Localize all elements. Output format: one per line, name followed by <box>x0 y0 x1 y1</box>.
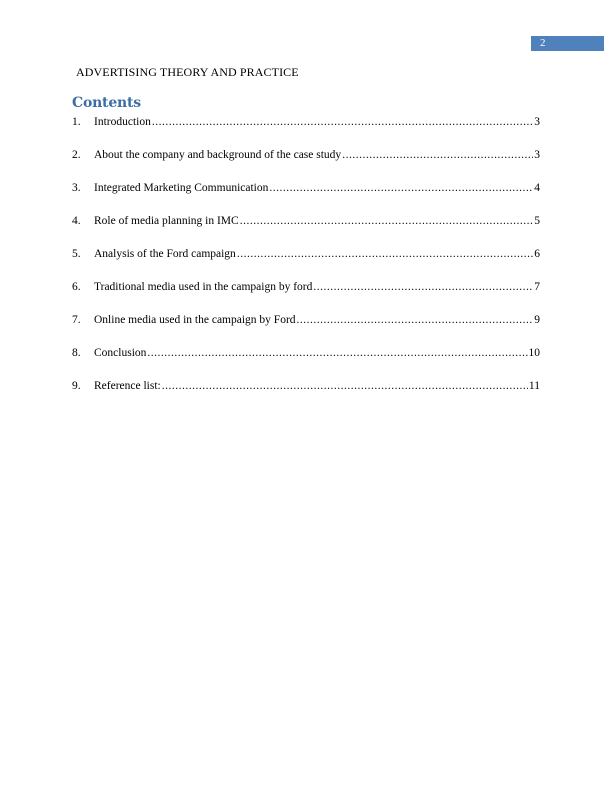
dot-leader <box>342 147 533 163</box>
toc-entry-title: Role of media planning in IMC <box>94 215 239 227</box>
dot-leader <box>269 180 533 196</box>
toc-entry-page: 11 <box>528 380 540 392</box>
toc-entry-number: 6. <box>72 281 81 293</box>
toc-entry-title: Traditional media used in the campaign by ford <box>94 281 313 293</box>
toc-heading: Contents <box>72 95 141 111</box>
toc-entry-page: 6 <box>534 248 540 260</box>
toc-entry-page: 10 <box>528 347 540 359</box>
page-number-bar <box>531 36 604 51</box>
toc-entry-title: Reference list: <box>94 380 161 392</box>
toc-entry-title: Conclusion <box>94 347 147 359</box>
page-number: 2 <box>540 37 546 49</box>
toc-entry-number: 9. <box>72 380 81 392</box>
toc-entry-introduction[interactable] <box>72 114 540 130</box>
toc-entry-imc[interactable] <box>72 180 540 196</box>
running-head: ADVERTISING THEORY AND PRACTICE <box>76 65 299 79</box>
toc-entry-page: 7 <box>534 281 540 293</box>
toc-entry-traditional-media[interactable] <box>72 279 540 295</box>
dot-leader <box>297 312 534 328</box>
toc-entry-page: 3 <box>534 116 540 128</box>
toc-entry-reference-list[interactable] <box>72 378 540 394</box>
toc-entry-number: 4. <box>72 215 81 227</box>
dot-leader <box>147 345 527 361</box>
toc-entry-company-background[interactable] <box>72 147 540 163</box>
toc-entry-page: 9 <box>534 314 540 326</box>
dot-leader <box>152 114 533 130</box>
toc-entry-page: 5 <box>534 215 540 227</box>
dot-leader <box>162 378 528 394</box>
toc-entry-number: 5. <box>72 248 81 260</box>
dot-leader <box>313 279 533 295</box>
toc-entry-online-media[interactable] <box>72 312 540 328</box>
toc-entry-number: 7. <box>72 314 81 326</box>
toc-entry-number: 3. <box>72 182 81 194</box>
dot-leader <box>237 246 533 262</box>
toc-entry-page: 4 <box>534 182 540 194</box>
dot-leader <box>240 213 534 229</box>
toc-entry-page: 3 <box>534 149 540 161</box>
toc-entry-number: 8. <box>72 347 81 359</box>
toc-entry-number: 1. <box>72 116 81 128</box>
toc-entry-title: Online media used in the campaign by Ford <box>94 314 296 326</box>
toc-entry-title: Introduction <box>94 116 151 128</box>
toc-entry-title: Analysis of the Ford campaign <box>94 248 236 260</box>
toc-entry-title: About the company and background of the case study <box>94 149 342 161</box>
toc-entry-number: 2. <box>72 149 81 161</box>
toc-entry-ford-campaign[interactable] <box>72 246 540 262</box>
toc-entry-conclusion[interactable] <box>72 345 540 361</box>
toc-entry-media-planning[interactable] <box>72 213 540 229</box>
toc-entry-title: Integrated Marketing Communication <box>94 182 269 194</box>
